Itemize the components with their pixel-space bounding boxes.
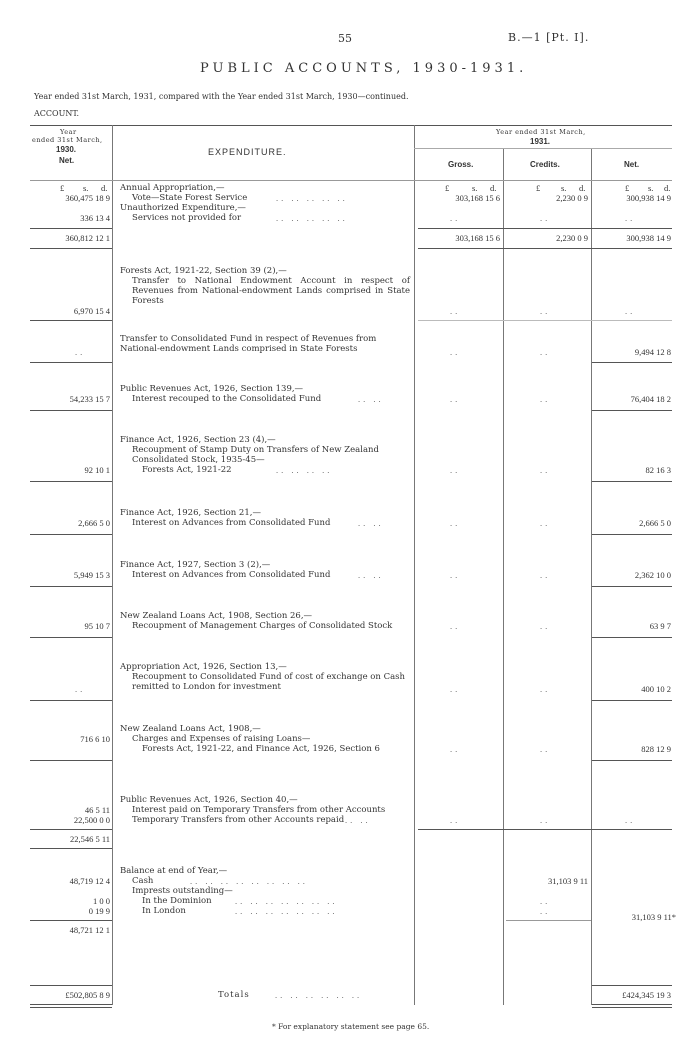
row-rule bbox=[30, 760, 112, 761]
entry-description: Interest on Advances from Consolidated Fund bbox=[132, 570, 331, 580]
row-rule bbox=[592, 534, 672, 535]
entry-description: Recoupment to Consolidated Fund of cost of exchange on Cash remitted to London for investment bbox=[132, 672, 406, 692]
header-top-rule bbox=[30, 125, 672, 126]
subtotal-rule bbox=[418, 228, 672, 229]
leader-dots: .. .. bbox=[358, 570, 384, 580]
net-value: 300,938 14 9 bbox=[626, 193, 671, 203]
prev-net-header: Net. bbox=[59, 156, 75, 165]
prev-net-value: 336 13 4 bbox=[80, 213, 110, 223]
totals-double-rule bbox=[592, 1007, 672, 1008]
net-subtotal: 300,938 14 9 bbox=[626, 233, 671, 243]
entry-heading: Unauthorized Expenditure,— bbox=[120, 203, 246, 213]
entry-description: Charges and Expenses of raising Loans— bbox=[132, 734, 311, 744]
prev-net-subtotal: 48,721 12 1 bbox=[69, 925, 110, 935]
cur-year-header: 1931. bbox=[530, 137, 551, 146]
leader-dots: .. bbox=[450, 815, 461, 825]
net-value: 2,666 5 0 bbox=[639, 518, 671, 528]
entry-heading: Public Revenues Act, 1926, Section 139,— bbox=[120, 384, 304, 394]
leader-dots: .. bbox=[450, 744, 461, 754]
leader-dots: .. bbox=[540, 744, 551, 754]
leader-dots: .. bbox=[540, 394, 551, 404]
entry-description: Temporary Transfers from other Accounts repaid bbox=[132, 815, 345, 825]
entry-heading: Finance Act, 1926, Section 21,— bbox=[120, 508, 261, 518]
leader-dots: .. bbox=[450, 394, 461, 404]
subtotal-rule bbox=[506, 920, 591, 921]
leader-dots: .. bbox=[75, 684, 86, 694]
currency-shillings: s. bbox=[648, 183, 654, 193]
entry-description: In the Dominion bbox=[142, 896, 212, 906]
row-rule bbox=[592, 586, 672, 587]
entry-description: Transfer to National Endowment Account in respect of Revenues from National-endowment Lands comprised in State Forests bbox=[132, 276, 410, 306]
page-title: PUBLIC ACCOUNTS, 1930-1931. bbox=[200, 61, 528, 76]
prev-net-value: 48,719 12 4 bbox=[69, 876, 110, 886]
totals-label: Totals bbox=[218, 990, 250, 1000]
credits-value: 31,103 9 11 bbox=[547, 876, 588, 886]
currency-pence: d. bbox=[664, 183, 671, 193]
prev-net-value: 95 10 7 bbox=[84, 621, 110, 631]
entry-description: Interest on Advances from Consolidated Fund bbox=[132, 518, 331, 528]
header-mid-rule bbox=[414, 148, 672, 149]
leader-dots: .. bbox=[540, 896, 551, 906]
entry-description: In London bbox=[142, 906, 186, 916]
row-rule bbox=[592, 637, 672, 638]
credits-header: Credits. bbox=[530, 160, 560, 169]
entry-description: Imprests outstanding— bbox=[132, 886, 233, 896]
net-header: Net. bbox=[624, 160, 640, 169]
leader-dots: .. bbox=[450, 684, 461, 694]
totals-double-rule bbox=[592, 1004, 672, 1005]
credits-value: 2,230 0 9 bbox=[556, 193, 588, 203]
leader-dots: .. bbox=[540, 518, 551, 528]
currency-pounds: £ bbox=[445, 183, 450, 193]
entry-heading: Annual Appropriation,— bbox=[120, 183, 225, 193]
currency-pounds: £ bbox=[60, 183, 65, 193]
entry-heading: Appropriation Act, 1926, Section 13,— bbox=[120, 662, 287, 672]
net-value: 9,494 12 8 bbox=[634, 347, 671, 357]
currency-pounds: £ bbox=[625, 183, 630, 193]
row-rule bbox=[30, 534, 112, 535]
column-divider bbox=[503, 148, 504, 1005]
prev-net-value: 1 0 0 bbox=[93, 896, 110, 906]
entry-description: Vote—State Forest Service bbox=[132, 193, 248, 203]
row-rule bbox=[30, 362, 112, 363]
subtotal-rule bbox=[30, 829, 112, 830]
leader-dots: .. .. .. .. .. .. bbox=[275, 990, 363, 1000]
leader-dots: .. bbox=[450, 213, 461, 223]
prev-net-subtotal: 22,546 5 11 bbox=[69, 834, 110, 844]
prev-net-value: 6,970 15 4 bbox=[73, 306, 110, 316]
leader-dots: .. .. bbox=[345, 815, 371, 825]
gross-header: Gross. bbox=[448, 160, 474, 169]
leader-dots: .. bbox=[75, 347, 86, 357]
entry-description: Interest recouped to the Consolidated Fund bbox=[132, 394, 322, 404]
leader-dots: .. bbox=[450, 518, 461, 528]
leader-dots: .. .. .. .. .. .. .. .. bbox=[190, 876, 308, 886]
leader-dots: .. bbox=[540, 815, 551, 825]
currency-shillings: s. bbox=[472, 183, 478, 193]
leader-dots: .. .. .. .. .. bbox=[276, 193, 348, 203]
leader-dots: .. .. .. .. bbox=[276, 465, 333, 475]
header-bottom-rule bbox=[30, 180, 672, 181]
net-value: 400 10 2 bbox=[641, 684, 671, 694]
row-rule bbox=[30, 410, 112, 411]
leader-dots: .. bbox=[540, 684, 551, 694]
leader-dots: .. bbox=[625, 815, 636, 825]
row-rule bbox=[592, 481, 672, 482]
subtotal-rule bbox=[30, 920, 112, 921]
leader-dots: .. bbox=[540, 570, 551, 580]
entry-description: Cash bbox=[132, 876, 154, 886]
subtotal-rule bbox=[30, 228, 112, 229]
net-value: 2,362 10 0 bbox=[634, 570, 671, 580]
prev-net-value: 2,666 5 0 bbox=[78, 518, 110, 528]
gross-subtotal: 303,168 15 6 bbox=[455, 233, 500, 243]
leader-dots: .. bbox=[540, 213, 551, 223]
leader-dots: .. bbox=[625, 306, 636, 316]
column-divider bbox=[414, 125, 415, 1005]
net-value: 828 12 9 bbox=[641, 744, 671, 754]
entry-description: Forests Act, 1921-22, and Finance Act, 1926, Section 6 bbox=[142, 744, 380, 754]
net-total: £424,345 19 3 bbox=[622, 990, 671, 1000]
entry-description: Recoupment of Management Charges of Consolidated Stock bbox=[132, 621, 393, 631]
entry-heading: New Zealand Loans Act, 1908,— bbox=[120, 724, 261, 734]
totals-double-rule bbox=[30, 1004, 112, 1005]
entry-description: Recoupment of Stamp Duty on Transfers of New Zealand Consolidated Stock, 1935-45— bbox=[132, 445, 379, 465]
gross-value: 303,168 15 6 bbox=[455, 193, 500, 203]
prev-net-value: 5,949 15 3 bbox=[73, 570, 110, 580]
net-value: 82 16 3 bbox=[645, 465, 671, 475]
subtotal-rule bbox=[30, 248, 112, 249]
subtotal-rule bbox=[30, 848, 112, 849]
page-number: 55 bbox=[338, 32, 352, 45]
totals-rule bbox=[592, 985, 672, 986]
leader-dots: .. .. bbox=[358, 394, 384, 404]
net-subtotal: 31,103 9 11* bbox=[631, 912, 676, 922]
prev-net-value: 22,500 0 0 bbox=[73, 815, 110, 825]
prev-year-header: Year bbox=[60, 128, 77, 136]
leader-dots: .. bbox=[540, 306, 551, 316]
net-value: 76,404 18 2 bbox=[630, 394, 671, 404]
leader-dots: .. .. .. .. .. .. .. bbox=[235, 896, 338, 906]
subtotal-rule bbox=[418, 248, 672, 249]
prev-net-total: £502,805 8 9 bbox=[65, 990, 110, 1000]
prev-net-value: 360,475 18 9 bbox=[65, 193, 110, 203]
entry-description: Interest paid on Temporary Transfers from other Accounts bbox=[132, 805, 386, 815]
row-rule bbox=[30, 700, 112, 701]
currency-pence: d. bbox=[101, 183, 108, 193]
leader-dots: .. .. .. .. .. bbox=[276, 213, 348, 223]
column-divider bbox=[591, 148, 592, 1005]
prev-net-value: 46 5 11 bbox=[84, 805, 110, 815]
prev-net-value: 92 10 1 bbox=[84, 465, 110, 475]
leader-dots: .. bbox=[540, 465, 551, 475]
row-rule bbox=[30, 586, 112, 587]
row-rule bbox=[30, 481, 112, 482]
currency-pounds: £ bbox=[536, 183, 541, 193]
row-rule bbox=[592, 362, 672, 363]
row-rule bbox=[592, 410, 672, 411]
currency-pence: d. bbox=[579, 183, 586, 193]
leader-dots: .. bbox=[450, 347, 461, 357]
credits-subtotal: 2,230 0 9 bbox=[556, 233, 588, 243]
entry-heading: Balance at end of Year,— bbox=[120, 866, 228, 876]
entry-heading: Public Revenues Act, 1926, Section 40,— bbox=[120, 795, 298, 805]
currency-shillings: s. bbox=[561, 183, 567, 193]
page-subtitle: Year ended 31st March, 1931, compared with the Year ended 31st March, 1930—continued. bbox=[34, 92, 409, 101]
subtotal-rule bbox=[418, 829, 672, 830]
leader-dots: .. .. .. .. .. .. .. bbox=[235, 906, 338, 916]
prev-year-header: 1930. bbox=[56, 145, 77, 154]
leader-dots: .. bbox=[540, 347, 551, 357]
totals-double-rule bbox=[30, 1007, 112, 1008]
row-rule bbox=[30, 320, 112, 321]
document-reference: B.—1 [Pt. I]. bbox=[508, 31, 590, 44]
leader-dots: .. .. bbox=[358, 518, 384, 528]
leader-dots: .. bbox=[450, 621, 461, 631]
row-rule bbox=[418, 320, 672, 321]
leader-dots: .. bbox=[540, 906, 551, 916]
entry-heading: Finance Act, 1927, Section 3 (2),— bbox=[120, 560, 271, 570]
currency-shillings: s. bbox=[83, 183, 89, 193]
currency-pence: d. bbox=[490, 183, 497, 193]
entry-description: Transfer to Consolidated Fund in respect of Revenues from National-endowment Lands comprised in State Forests bbox=[120, 334, 377, 354]
row-rule bbox=[592, 700, 672, 701]
column-divider bbox=[112, 125, 113, 1005]
prev-net-value: 54,233 15 7 bbox=[69, 394, 110, 404]
account-label: ACCOUNT. bbox=[34, 109, 80, 118]
prev-net-value: 716 6 10 bbox=[80, 734, 110, 744]
footnote: * For explanatory statement see page 65. bbox=[272, 1022, 430, 1031]
entry-description: Services not provided for bbox=[132, 213, 242, 223]
prev-net-subtotal: 360,812 12 1 bbox=[65, 233, 110, 243]
prev-year-header: ended 31st March, bbox=[32, 136, 103, 144]
leader-dots: .. bbox=[450, 570, 461, 580]
entry-heading: Finance Act, 1926, Section 23 (4),— bbox=[120, 435, 276, 445]
leader-dots: .. bbox=[450, 306, 461, 316]
net-value: 63 9 7 bbox=[649, 621, 671, 631]
leader-dots: .. bbox=[540, 621, 551, 631]
entry-description: Forests Act, 1921-22 bbox=[142, 465, 232, 475]
row-rule bbox=[592, 760, 672, 761]
entry-heading: Forests Act, 1921-22, Section 39 (2),— bbox=[120, 266, 287, 276]
leader-dots: .. bbox=[450, 465, 461, 475]
expenditure-header: EXPENDITURE. bbox=[208, 147, 287, 157]
row-rule bbox=[30, 637, 112, 638]
entry-heading: New Zealand Loans Act, 1908, Section 26,— bbox=[120, 611, 313, 621]
totals-rule bbox=[30, 985, 112, 986]
cur-year-header: Year ended 31st March, bbox=[496, 128, 586, 136]
prev-net-value: 0 19 9 bbox=[88, 906, 110, 916]
leader-dots: .. bbox=[625, 213, 636, 223]
